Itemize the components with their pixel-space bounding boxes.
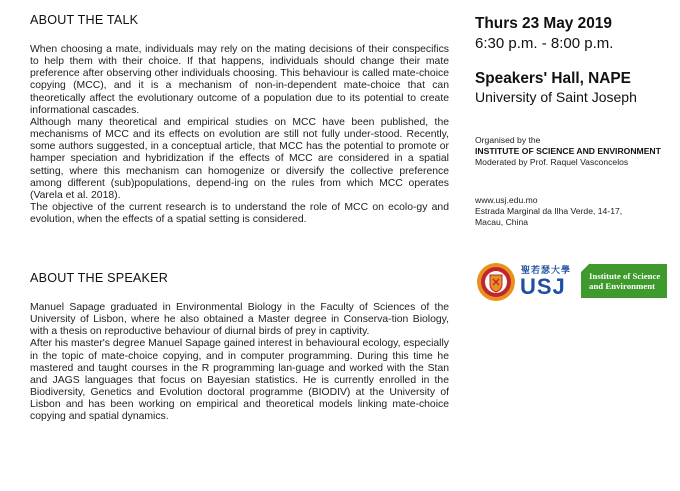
usj-chinese-name: 聖若瑟大學	[521, 265, 572, 275]
organiser-name: INSTITUTE OF SCIENCE AND ENVIRONMENT	[475, 146, 661, 156]
logos-row	[476, 262, 671, 302]
usj-wordmark: USJ	[520, 274, 566, 299]
talk-paragraph: The objective of the current research is to understand the role of MCC on ecolo-gy and evolution, when the effects of a spatial setting is considered.	[30, 202, 449, 226]
usj-crest-icon	[476, 262, 516, 302]
address-line-1: Estrada Marginal da Ilha Verde, 14-17,	[475, 206, 623, 216]
about-talk-heading: ABOUT THE TALK	[30, 13, 139, 27]
ise-badge-text: Institute of Science and Environment	[589, 271, 661, 291]
moderator: Moderated by Prof. Raquel Vasconcelos	[475, 157, 629, 167]
ise-logo-badge	[581, 264, 667, 298]
website-link[interactable]: www.usj.edu.mo	[475, 195, 538, 205]
speaker-paragraph: Manuel Sapage graduated in Environmental Biology in the Faculty of Sciences of the University of Lisbon, where he also obtained a Master degree in Conserva-tion Biology, with a thesis on reproductive behaviour of diurnal birds of prey in captivity.	[30, 302, 449, 338]
event-venue: Speakers' Hall, NAPE	[475, 70, 631, 87]
about-speaker-body	[30, 302, 449, 424]
event-time: 6:30 p.m. - 8:00 p.m.	[475, 35, 614, 52]
event-date: Thurs 23 May 2019	[475, 15, 612, 32]
about-speaker-heading: ABOUT THE SPEAKER	[30, 271, 169, 285]
organiser-label: Organised by the	[475, 135, 541, 145]
badge-notch	[581, 264, 589, 272]
talk-paragraph: When choosing a mate, individuals may rely on the mating decisions of their conspecifics to help them with their choice. If that happens, individuals should change their mate preference after observing other individuals choosing. This behaviour is called mate-choice copying (MCC), and it is a mechanism of non-in-dependent mate-choice that can theoretically affect the evolutionary outcome of a population due to its potential to create informational cascades.	[30, 44, 449, 116]
event-university: University of Saint Joseph	[475, 89, 637, 105]
talk-paragraph: Although many theoretical and empirical studies on MCC have been published, the mechanisms of MCC and its effects on evolution are still not fully under-stood. Recently, some authors suggested, in a conceptual article, that MCC has the potential to promote or hamper speciation and hybridization if the effects of MCC are considered in a spatial setting, where this mechanism can homogenize or diversify the collective preference among different (sub)populations, depend-ing on the rules from which MCC operates (Varela et al. 2018).	[30, 116, 449, 201]
speaker-paragraph: After his master's degree Manuel Sapage gained interest in behavioural ecology, especially in the topic of mate-choice copying, and in computer programming. During this time he mastered and taught courses in the R programming lan-guage and worked with the Stan and JAGS languages that focus on Bayesian statistics. He is currently enrolled in the Biodiversity, Genetics and Evolution doctoral programme (BIODIV) at the University of Lisbon and has been working on empirical and theoretical models linking mate-choice copying and spatial dynamics.	[30, 338, 449, 423]
about-talk-body	[30, 44, 449, 226]
address-line-2: Macau, China	[475, 217, 529, 227]
